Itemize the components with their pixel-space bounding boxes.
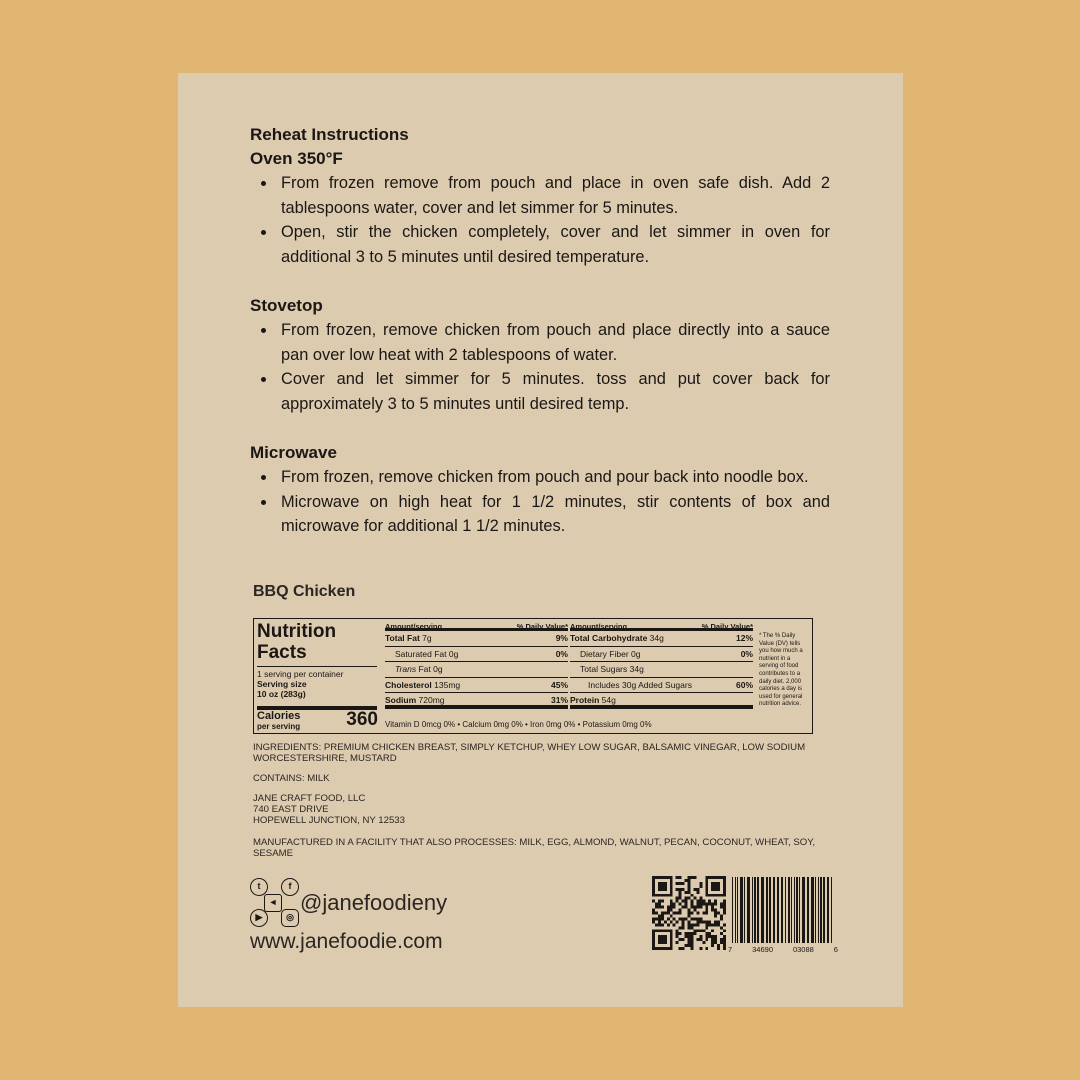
table-row: Sodium 720mg 31% [385,693,568,709]
address-line-3: HOPEWELL JUNCTION, NY 12533 [253,815,405,826]
social-icons [250,876,300,928]
product-name: BBQ Chicken [253,583,356,600]
table-row: Cholesterol 135mg 45% [385,678,568,694]
nutrient-column-left [385,622,568,709]
oven-heading: Oven 350°F [250,149,343,168]
barcode [728,877,838,957]
nutrient-column-right [570,622,753,709]
address-line-1: JANE CRAFT FOOD, LLC [253,793,366,804]
instagram-icon[interactable]: ◎ [281,909,299,927]
oven-steps [250,171,830,269]
nutrition-title-1: Nutrition [257,621,337,642]
instructions-title: Reheat Instructions [250,125,409,144]
ingredients-text: INGREDIENTS: PREMIUM CHICKEN BREAST, SIMPLY KETCHUP, WHEY LOW SUGAR, BALSAMIC VINEGAR, LOW SODIUM WORCESTERSHIRE, MUSTARD [253,742,806,764]
dv-header: % Daily Value* [701,622,753,631]
microwave-heading: Microwave [250,443,337,462]
table-row: Total Sugars 34g [570,662,753,678]
microwave-steps [250,465,830,539]
table-row: Total Fat 7g 9% [385,631,568,647]
nutrition-summary [257,621,377,731]
stovetop-steps [250,318,830,416]
address-line-2: 740 EAST DRIVE [253,804,329,815]
amount-header: Amount/serving [385,622,443,631]
dv-header: % Daily Value* [516,622,568,631]
youtube-icon[interactable]: ▶ [250,909,268,927]
twitter-icon[interactable]: t [250,878,268,896]
barcode-digits: 7 34690 03088 6 [728,945,838,954]
calories-sub: per serving [257,722,301,731]
reheat-instructions [250,123,830,539]
nutrition-facts-panel [253,618,813,734]
allergen-note: MANUFACTURED IN A FACILITY THAT ALSO PROCESSES: MILK, EGG, ALMOND, WALNUT, PECAN, COCONUT, WHEAT, SOY, SESAME [253,837,816,859]
table-row: Protein 54g [570,693,753,709]
list-item: Cover and let simmer for 5 minutes. toss and put cover back for approximately 3 to 5 minutes until desired temp. [250,367,830,416]
list-item: From frozen remove from pouch and place in oven safe dish. Add 2 tablespoons water, cover and let simmer for 5 minutes. [250,171,830,220]
calories-value: 360 [346,709,378,730]
list-item: From frozen, remove chicken from pouch and pour back into noodle box. [250,465,830,490]
nutrition-title-2: Facts [257,642,307,663]
table-row: Includes 30g Added Sugars 60% [570,678,753,694]
table-row: Saturated Fat 0g 0% [385,647,568,663]
stovetop-heading: Stovetop [250,296,323,315]
table-row: Total Carbohydrate 34g 12% [570,631,753,647]
vitamins-line: Vitamin D 0mcg 0% • Calcium 0mg 0% • Iron 0mg 0% • Potassium 0mg 0% [385,720,652,729]
barcode-bars [728,877,838,943]
facebook-icon[interactable]: f [281,878,299,896]
list-item: Open, stir the chicken completely, cover and let simmer in oven for additional 3 to 5 minutes until desired temperature. [250,220,830,269]
servings-per-container: 1 serving per container [257,669,344,679]
serving-size-label: Serving size [257,679,307,689]
contains-text: CONTAINS: MILK [253,773,330,784]
megaphone-icon: ◄ [264,894,282,912]
serving-size-value: 10 oz (283g) [257,689,306,699]
list-item: From frozen, remove chicken from pouch and place directly into a sauce pan over low heat with 2 tablespoons of water. [250,318,830,367]
amount-header: Amount/serving [570,622,628,631]
website-link[interactable]: www.janefoodie.com [250,930,443,953]
calories-label: Calories [257,710,301,722]
table-row: Trans Fat 0g [385,662,568,678]
social-handle[interactable]: @janefoodieny [300,890,448,915]
list-item: Microwave on high heat for 1 1/2 minutes, stir contents of box and microwave for additional 1 1/2 minutes. [250,490,830,539]
product-label-card [178,73,903,1007]
daily-value-note: * The % Daily Value (DV) tells you how much a nutrient in a serving of food contributes to a daily diet. 2,000 calories a day is used for general nutrition advice. [759,633,803,708]
table-row: Dietary Fiber 0g 0% [570,647,753,663]
calories-row [257,706,378,731]
qr-code [652,876,726,950]
